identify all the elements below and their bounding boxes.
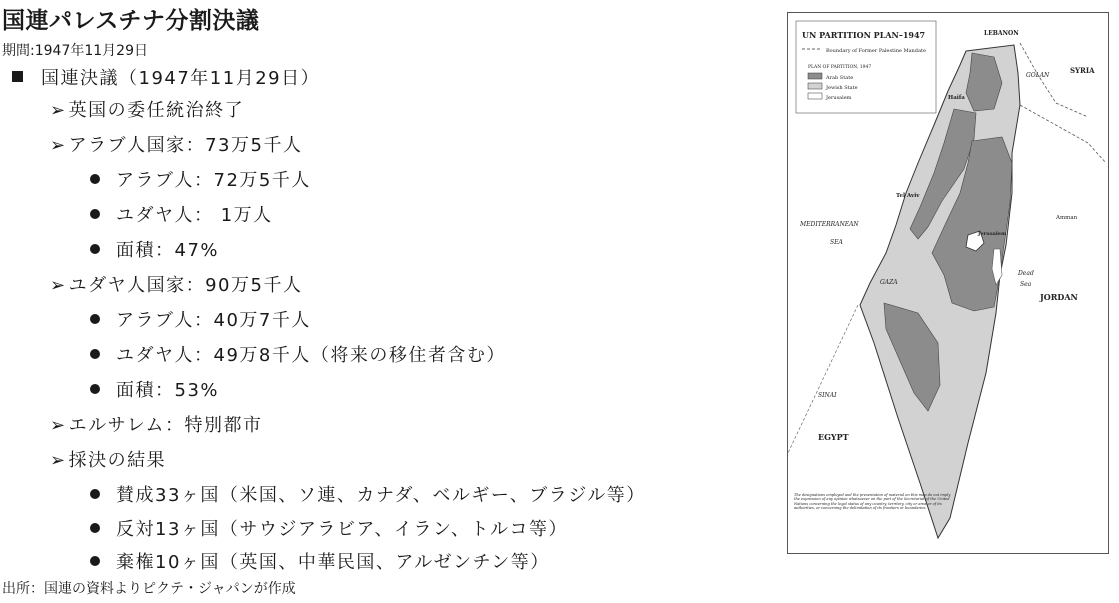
period-text: 期間:1947年11月29日	[2, 43, 148, 59]
partition-map	[787, 12, 1109, 554]
map-legend-jewish: Jewish State	[826, 85, 858, 91]
item-arab-state-label: アラブ人国家：73万5千人	[68, 135, 303, 156]
map-label-med-sea-1: MEDITERRANEAN	[800, 221, 859, 228]
resolution-heading	[12, 64, 320, 90]
dot-bullet-icon	[90, 174, 100, 184]
map-plan-heading: PLAN OF PARTITION, 1947	[808, 65, 872, 70]
page-title: 国連パレスチナ分割決議	[2, 8, 260, 34]
map-legend-jerusalem: Jerusalem	[826, 95, 852, 101]
item-arab-state-area-label: 面積：47%	[116, 240, 220, 261]
map-label-golan: GOLAN	[1026, 72, 1050, 79]
item-jewish-state-arabs	[90, 306, 311, 332]
item-mandate-end	[50, 96, 244, 122]
map-disclaimer: The designations employed and the presentation of material on this map do not imply the expression of any opinion whatsoever on the part of the Secretariat of the United Nations concerning the legal status of any country, territory, city or area or of its authorities, or concerning the delimitation of its frontiers or boundaries.	[794, 493, 951, 511]
map-label-med-sea-2: SEA	[830, 239, 843, 246]
item-jewish-state-arabs-label: アラブ人：40万7千人	[116, 310, 311, 331]
item-arab-state-jews	[90, 201, 273, 227]
dot-bullet-icon	[90, 244, 100, 254]
map-label-amman: Amman	[1056, 215, 1078, 221]
item-jewish-state-jews	[90, 341, 506, 367]
dot-bullet-icon	[90, 384, 100, 394]
arrow-bullet-icon: ➢	[50, 275, 67, 296]
item-arab-state	[50, 131, 302, 157]
item-jerusalem	[50, 411, 263, 437]
map-title: UN PARTITION PLAN–1947	[802, 30, 926, 40]
map-label-syria: SYRIA	[1070, 66, 1095, 75]
item-jewish-state	[50, 271, 302, 297]
dot-bullet-icon	[90, 556, 100, 566]
arrow-bullet-icon: ➢	[50, 100, 67, 121]
dot-bullet-icon	[90, 489, 100, 499]
dot-bullet-icon	[90, 349, 100, 359]
map-label-haifa: Haifa	[948, 95, 965, 101]
map-legend-arab: Arab State	[826, 75, 854, 81]
square-bullet-icon	[12, 71, 23, 82]
item-vote-abstain	[90, 548, 550, 574]
item-arab-state-jews-label: ユダヤ人： 1万人	[116, 205, 273, 226]
item-arab-state-arabs-label: アラブ人：72万5千人	[116, 170, 311, 191]
map-boundary-legend: Boundary of Former Palestine Mandate	[826, 48, 926, 54]
partition-map-svg	[788, 13, 1108, 553]
source-note: 出所：国連の資料よりピクテ・ジャパンが作成	[2, 581, 296, 597]
map-label-gaza: GAZA	[880, 279, 898, 286]
map-label-jordan: JORDAN	[1040, 292, 1078, 302]
item-vote	[50, 446, 166, 472]
item-vote-for-label: 賛成33ヶ国（米国、ソ連、カナダ、ベルギー、ブラジル等）	[116, 485, 646, 506]
arrow-bullet-icon: ➢	[50, 415, 67, 436]
map-label-egypt: EGYPT	[818, 432, 849, 442]
item-arab-state-area	[90, 236, 219, 262]
item-jewish-state-area	[90, 376, 219, 402]
item-jewish-state-area-label: 面積：53%	[116, 380, 220, 401]
arrow-bullet-icon: ➢	[50, 135, 67, 156]
map-label-jerusalem-city: Jerusalem	[978, 231, 1007, 237]
item-vote-for	[90, 481, 646, 507]
item-vote-against	[90, 515, 568, 541]
arrow-bullet-icon: ➢	[50, 450, 67, 471]
dot-bullet-icon	[90, 523, 100, 533]
item-vote-abstain-label: 棄権10ヶ国（英国、中華民国、アルゼンチン等）	[116, 552, 550, 573]
item-mandate-end-label: 英国の委任統治終了	[68, 100, 245, 121]
map-label-sinai: SINAI	[818, 392, 837, 399]
item-jerusalem-label: エルサレム：特別都市	[68, 415, 263, 436]
item-jewish-state-jews-label: ユダヤ人：49万8千人（将来の移住者含む）	[116, 345, 506, 366]
dot-bullet-icon	[90, 209, 100, 219]
dot-bullet-icon	[90, 314, 100, 324]
resolution-label: 国連決議（1947年11月29日）	[41, 68, 321, 89]
item-vote-label: 採決の結果	[68, 450, 167, 471]
map-label-dead-sea-1: Dead	[1018, 270, 1034, 277]
map-label-tel-aviv: Tel Aviv	[896, 193, 920, 199]
map-label-dead-sea-2: Sea	[1020, 281, 1032, 288]
item-vote-against-label: 反対13ヶ国（サウジアラビア、イラン、トルコ等）	[116, 519, 569, 540]
item-arab-state-arabs	[90, 166, 311, 192]
item-jewish-state-label: ユダヤ人国家：90万5千人	[68, 275, 303, 296]
map-label-lebanon: LEBANON	[984, 30, 1019, 37]
